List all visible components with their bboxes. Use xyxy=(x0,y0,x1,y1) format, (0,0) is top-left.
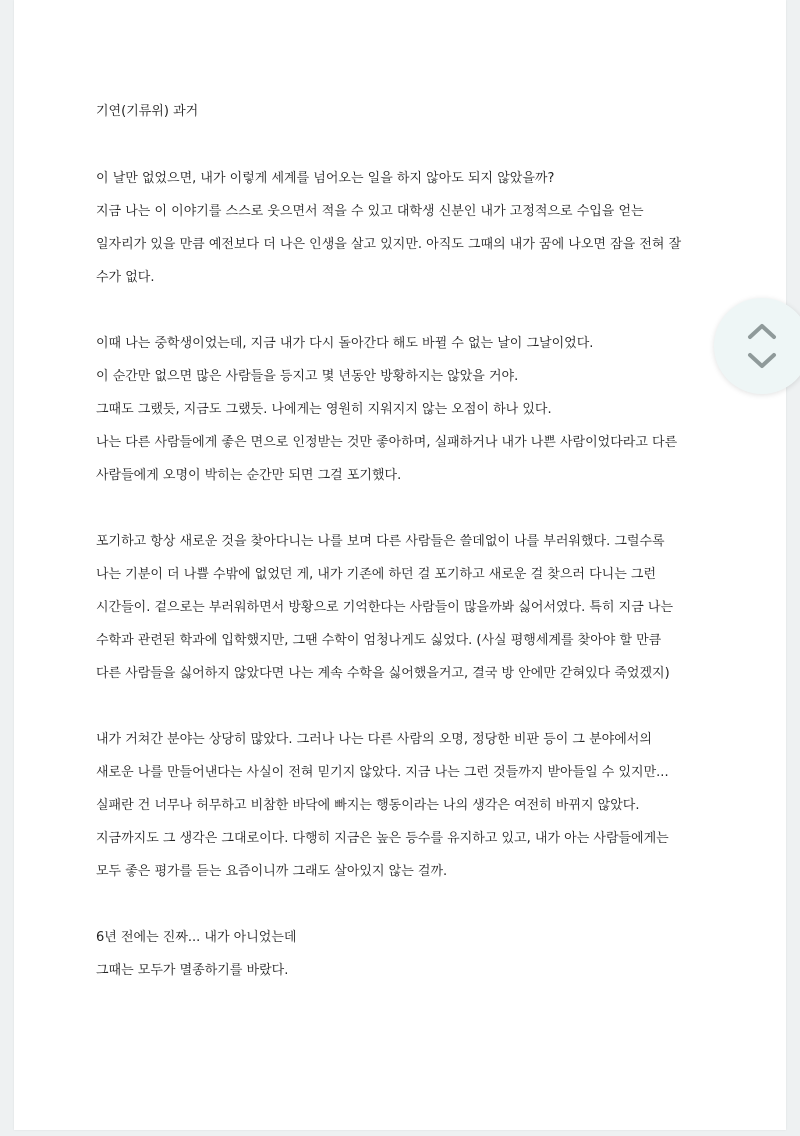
text-line: 수가 없다. xyxy=(96,270,155,285)
text-line: 그때는 모두가 멸종하기를 바랐다. xyxy=(96,963,289,978)
text-line: 지금 나는 이 이야기를 스스로 웃으면서 적을 수 있고 대학생 신분인 내가 고정적으로 수입을 얻는 xyxy=(96,204,644,219)
post-title: 기연(기류위) 과거 xyxy=(96,104,199,119)
text-line: 이 순간만 없으면 많은 사람들을 등지고 몇 년동안 방황하지는 않았을 거야. xyxy=(96,369,519,384)
chevron-up-icon xyxy=(744,318,780,344)
text-line: 지금까지도 그 생각은 그대로이다. 다행히 지금은 높은 등수를 유지하고 있고, 내가 아는 사람들에게는 xyxy=(96,831,669,846)
text-line: 일자리가 있을 만큼 예전보다 더 나은 인생을 살고 있지만. 아직도 그때의 내가 꿈에 나오면 잠을 전혀 잘 xyxy=(96,237,682,252)
text-line: 나는 기분이 더 나쁠 수밖에 없었던 게, 내가 기존에 하던 걸 포기하고 새로운 걸 찾으러 다니는 그런 xyxy=(96,567,657,582)
scroll-down-button[interactable] xyxy=(744,348,780,374)
text-line: 새로운 나를 만들어낸다는 사실이 전혀 믿기지 않았다. 지금 나는 그런 것들까지 받아들일 수 있지만... xyxy=(96,765,669,780)
chevron-down-icon xyxy=(744,348,780,374)
text-line: 6년 전에는 진짜... 내가 아니었는데 xyxy=(96,930,297,945)
text-line: 이때 나는 중학생이었는데, 지금 내가 다시 돌아간다 해도 바뀔 수 없는 날이 그날이었다. xyxy=(96,336,594,351)
text-line: 그때도 그랬듯, 지금도 그랬듯. 나에게는 영원히 지워지지 않는 오점이 하나 있다. xyxy=(96,402,552,417)
scroll-navigation xyxy=(714,298,800,394)
text-line: 수학과 관련된 학과에 입학했지만, 그땐 수학이 엄청나게도 싫었다. (사실 평행세계를 찾아야 할 만큼 xyxy=(96,633,662,648)
text-line: 사람들에게 오명이 박히는 순간만 되면 그걸 포기했다. xyxy=(96,468,402,483)
text-line: 실패란 건 너무나 허무하고 비참한 바닥에 빠지는 행동이라는 나의 생각은 여전히 바뀌지 않았다. xyxy=(96,798,640,813)
text-line: 나는 다른 사람들에게 좋은 면으로 인정받는 것만 좋아하며, 실패하거나 내가 나쁜 사람이었다라고 다른 xyxy=(96,435,678,450)
text-line: 이 날만 없었으면, 내가 이렇게 세계를 넘어오는 일을 하지 않아도 되지 않았을까? xyxy=(96,171,555,186)
document-page xyxy=(14,0,786,1130)
text-line: 모두 좋은 평가를 듣는 요즘이니까 그래도 살아있지 않는 걸까. xyxy=(96,864,448,879)
text-line: 다른 사람들을 싫어하지 않았다면 나는 계속 수학을 싫어했을거고, 결국 방 안에만 갇혀있다 죽었겠지) xyxy=(96,666,670,681)
scroll-up-button[interactable] xyxy=(744,318,780,344)
text-line: 시간들이. 겉으로는 부러워하면서 방황으로 기억한다는 사람들이 많을까봐 싫어서였다. 특히 지금 나는 xyxy=(96,600,674,615)
text-line: 포기하고 항상 새로운 것을 찾아다니는 나를 보며 다른 사람들은 쓸데없이 나를 부러워했다. 그럴수록 xyxy=(96,534,665,549)
text-line: 내가 거쳐간 분야는 상당히 많았다. 그러나 나는 다른 사람의 오명, 정당한 비판 등이 그 분야에서의 xyxy=(96,732,652,747)
